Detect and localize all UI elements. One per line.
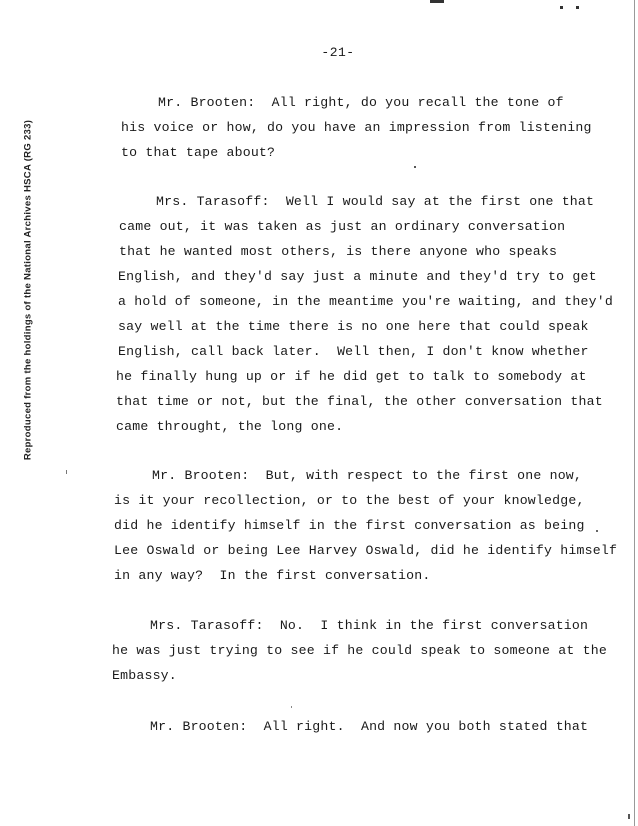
paragraph-3-line-4: Lee Oswald or being Lee Harvey Oswald, did he identify himself [114, 543, 618, 558]
paragraph-2-line-5: a hold of someone, in the meantime you're waiting, and they'd [118, 294, 613, 309]
paragraph-2-line-4: English, and they'd say just a minute and they'd try to get [118, 269, 597, 284]
paragraph-5-line-1: Mr. Brooten: All right. And now you both stated that [150, 719, 589, 734]
paragraph-4-line-2: he was just trying to see if he could speak to someone at the [112, 643, 607, 658]
scan-speck [291, 706, 292, 708]
scan-mark-top-right-2 [576, 6, 579, 9]
paragraph-2-line-9: that time or not, but the final, the other conversation that [116, 394, 603, 409]
paragraph-2-line-2: came out, it was taken as just an ordinary conversation [119, 219, 566, 234]
scan-speck [628, 814, 630, 819]
paragraph-4-line-1: Mrs. Tarasoff: No. I think in the first conversation [150, 618, 589, 633]
paragraph-1-line-1: Mr. Brooten: All right, do you recall the tone of [158, 95, 564, 110]
scan-border-right [634, 0, 635, 826]
page-number: -21- [321, 45, 355, 60]
paragraph-2-line-10: came throught, the long one. [116, 419, 344, 434]
paragraph-3-line-5: in any way? In the first conversation. [114, 568, 431, 583]
scan-mark-top-right [560, 6, 563, 9]
archive-side-note: Reproduced from the holdings of the National Archives HSCA (RG 233) [22, 119, 34, 461]
paragraph-3-line-3: did he identify himself in the first conversation as being [114, 518, 585, 533]
paragraph-2-line-7: English, call back later. Well then, I don't know whether [118, 344, 589, 359]
paragraph-3-line-1: Mr. Brooten: But, with respect to the first one now, [152, 468, 583, 483]
paragraph-4-line-3: Embassy. [112, 668, 177, 683]
paragraph-1-line-3: to that tape about? [121, 145, 276, 160]
paragraph-2-line-3: that he wanted most others, is there anyone who speaks [119, 244, 558, 259]
paragraph-2-line-8: he finally hung up or if he did get to talk to somebody at [116, 369, 587, 384]
paragraph-3-line-2: is it your recollection, or to the best of your knowledge, [114, 493, 585, 508]
scan-speck [66, 470, 67, 474]
paragraph-2-line-6: say well at the time there is no one here that could speak [118, 319, 589, 334]
scan-speck [596, 530, 598, 532]
paragraph-2-line-1: Mrs. Tarasoff: Well I would say at the first one that [156, 194, 595, 209]
paragraph-1-line-2: his voice or how, do you have an impression from listening [121, 120, 592, 135]
scan-speck [414, 166, 416, 168]
scan-mark-top [430, 0, 444, 3]
